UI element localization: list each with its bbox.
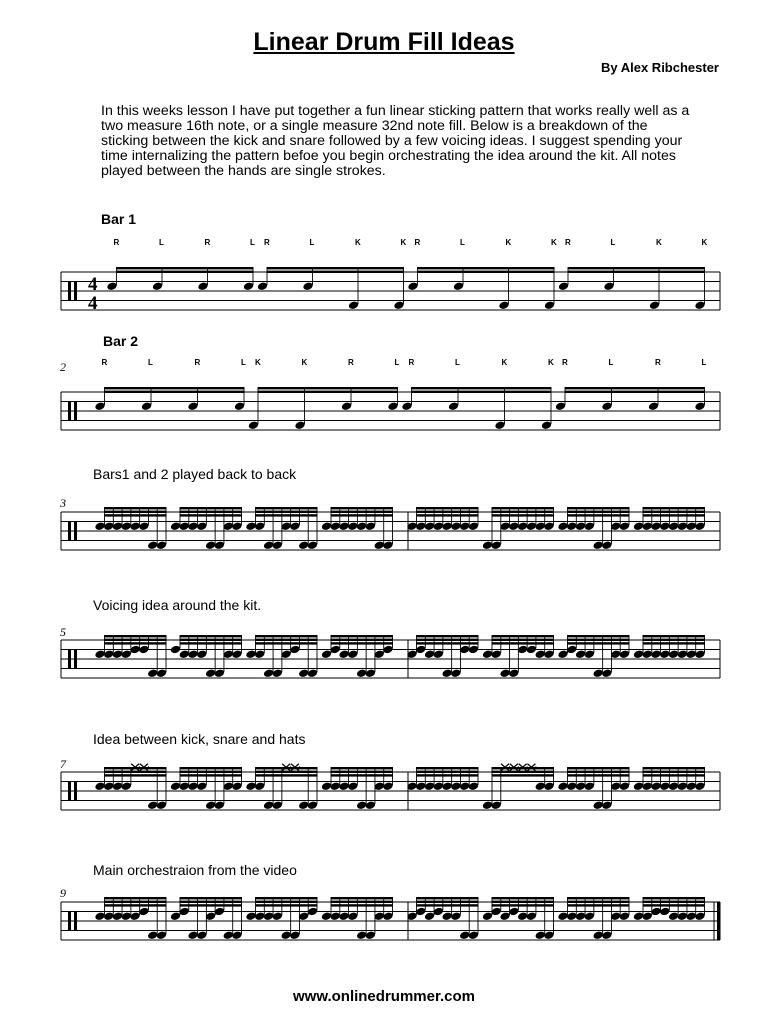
note-beam <box>258 387 398 389</box>
section-label: Main orchestraion from the video <box>93 862 297 878</box>
kick-note <box>205 800 216 810</box>
note-beam <box>643 639 705 641</box>
note-beam <box>492 774 554 776</box>
note-beam <box>105 774 167 776</box>
section-label: Bar 2 <box>103 333 139 349</box>
drum-staff <box>0 628 768 688</box>
snare-note <box>245 911 256 921</box>
snare-note <box>441 911 452 921</box>
note-beam <box>105 507 167 509</box>
snare-note <box>94 781 105 791</box>
snare-note <box>555 401 566 411</box>
drum-staff <box>0 356 768 426</box>
kick-note <box>298 800 309 810</box>
staff-system-hats <box>0 760 768 820</box>
snare-note <box>535 781 546 791</box>
section-label: Voicing idea around the kit. <box>93 597 262 613</box>
staff-system-bar-2 <box>0 356 768 426</box>
note-beam <box>417 507 479 509</box>
note-beam <box>180 507 242 509</box>
sticking-letter: L <box>309 238 315 247</box>
snare-note <box>94 649 105 659</box>
note-beam <box>492 904 554 906</box>
note-beam <box>256 514 318 516</box>
kick-note <box>147 930 158 940</box>
sticking-letter: L <box>159 238 164 247</box>
sticking-letter: K <box>551 238 557 247</box>
note-beam <box>418 267 555 269</box>
sticking-letter: R <box>264 238 270 247</box>
note-beam <box>418 271 555 273</box>
sticking-letter: K <box>656 238 662 247</box>
note-beam <box>643 514 705 516</box>
sticking-letter: K <box>501 358 508 367</box>
snare-note <box>245 649 256 659</box>
note-beam <box>568 771 630 773</box>
note-beam <box>256 767 318 769</box>
kick-note <box>494 420 505 430</box>
note-beam <box>417 901 479 903</box>
sticking-letter: L <box>241 358 246 367</box>
note-beam <box>180 635 242 637</box>
kick-note <box>248 420 259 430</box>
snare-note <box>557 521 568 531</box>
kick-note <box>147 668 158 678</box>
snare-note <box>243 281 254 291</box>
sticking-letter: L <box>394 358 400 367</box>
snare-note <box>141 401 152 411</box>
snare-note <box>338 649 349 659</box>
kick-note <box>393 300 404 310</box>
note-beam <box>105 635 167 637</box>
snare-note <box>633 649 644 659</box>
note-beam <box>568 897 630 899</box>
note-beam <box>492 901 554 903</box>
note-beam <box>568 642 630 644</box>
note-beam <box>105 897 167 899</box>
note-beam <box>180 897 242 899</box>
note-beam <box>643 507 705 509</box>
snare-note <box>424 649 435 659</box>
snare-note <box>668 911 679 921</box>
kick-note <box>280 930 291 940</box>
kick-note <box>498 300 509 310</box>
kick-note <box>592 930 603 940</box>
snare-note <box>257 281 268 291</box>
note-beam <box>417 642 479 644</box>
footer-website: www.onlinedrummer.com <box>293 988 475 1005</box>
note-beam <box>568 774 630 776</box>
note-beam <box>568 904 630 906</box>
measure-number: 3 <box>60 496 66 510</box>
kick-note <box>374 540 385 550</box>
note-beam <box>492 771 554 773</box>
kick-note <box>499 668 510 678</box>
snare-note <box>197 281 208 291</box>
sticking-letter: L <box>701 358 707 367</box>
kick-note <box>592 540 603 550</box>
note-beam <box>643 901 705 903</box>
sticking-letter: R <box>655 358 661 367</box>
note-beam <box>417 897 479 899</box>
section-label: Idea between kick, snare and hats <box>93 731 306 747</box>
note-beam <box>256 511 318 513</box>
kick-note <box>263 668 274 678</box>
note-beam <box>331 514 393 516</box>
snare-note <box>535 649 546 659</box>
note-beam <box>105 767 167 769</box>
snare-note <box>482 649 493 659</box>
note-beam <box>643 897 705 899</box>
snare-note <box>179 649 190 659</box>
drum-staff <box>0 500 768 560</box>
kick-note <box>356 930 367 940</box>
note-beam <box>417 774 479 776</box>
sticking-letter: K <box>255 358 261 367</box>
note-beam <box>256 774 318 776</box>
final-barline <box>717 902 721 940</box>
drum-staff <box>0 760 768 820</box>
snare-note <box>407 281 418 291</box>
note-beam <box>643 642 705 644</box>
note-beam <box>105 514 167 516</box>
measure-number: 2 <box>60 360 66 374</box>
kick-note <box>205 540 216 550</box>
note-beam <box>105 642 167 644</box>
note-beam <box>256 639 318 641</box>
note-beam <box>105 639 167 641</box>
intro-paragraph: In this weeks lesson I have put together a fun linear sticking pattern that works really well as a two measure 16th note, or a single measure 32nd note fill. Below is a breakdown of the sticking between the kick and snare followed by a few voicing ideas. I suggest spending your time internalizing the pattern befoe you begin orchestrating the idea around the kit. All notes played between the hands are single strokes. <box>101 103 690 179</box>
note-beam <box>568 511 630 513</box>
snare-note <box>387 401 398 411</box>
note-beam <box>568 635 630 637</box>
time-signature-top: 4 <box>88 274 98 295</box>
snare-note <box>321 911 332 921</box>
sticking-letter: R <box>565 238 571 247</box>
drum-staff <box>0 236 768 314</box>
note-beam <box>256 771 318 773</box>
note-beam <box>565 391 705 393</box>
note-beam <box>492 897 554 899</box>
snare-note <box>94 521 105 531</box>
note-beam <box>331 771 393 773</box>
snare-note <box>557 911 568 921</box>
note-beam <box>492 642 554 644</box>
note-beam <box>180 771 242 773</box>
note-beam <box>568 271 705 273</box>
note-beam <box>267 267 404 269</box>
snare-note <box>424 911 435 921</box>
note-beam <box>412 391 552 393</box>
kick-note <box>535 930 546 940</box>
kick-note <box>592 800 603 810</box>
note-beam <box>180 511 242 513</box>
author-credit: By Alex Ribchester <box>600 60 719 75</box>
note-beam <box>180 514 242 516</box>
snare-note <box>234 401 245 411</box>
kick-note <box>348 300 359 310</box>
sticking-letter: R <box>348 358 354 367</box>
note-beam <box>492 507 554 509</box>
sticking-letter: K <box>355 238 361 247</box>
note-beam <box>643 511 705 513</box>
snare-note <box>601 401 612 411</box>
sticking-letter: K <box>400 238 407 247</box>
page-title: Linear Drum Fill Ideas <box>253 28 515 56</box>
kick-note <box>649 300 660 310</box>
snare-note <box>401 401 412 411</box>
note-beam <box>256 507 318 509</box>
snare-note <box>603 281 614 291</box>
sticking-letter: L <box>250 238 255 247</box>
kick-note <box>459 930 470 940</box>
snare-note <box>245 521 256 531</box>
note-beam <box>331 635 393 637</box>
note-beam <box>180 901 242 903</box>
note-beam <box>180 767 242 769</box>
note-beam <box>568 767 630 769</box>
sticking-letter: L <box>608 358 614 367</box>
kick-note <box>298 668 309 678</box>
note-beam <box>568 267 705 269</box>
note-beam <box>331 767 393 769</box>
kick-note <box>592 668 603 678</box>
snare-note <box>482 911 493 921</box>
note-beam <box>331 901 393 903</box>
measure-number: 5 <box>60 625 66 639</box>
sticking-letter: K <box>701 238 708 247</box>
note-beam <box>105 904 167 906</box>
note-beam <box>180 639 242 641</box>
note-beam <box>105 511 167 513</box>
sticking-letter: K <box>301 358 308 367</box>
note-beam <box>256 642 318 644</box>
snare-note <box>499 911 510 921</box>
snare-note <box>633 781 644 791</box>
note-beam <box>417 514 479 516</box>
sticking-letter: K <box>505 238 512 247</box>
sticking-letter: L <box>460 238 465 247</box>
snare-note <box>321 649 332 659</box>
note-beam <box>105 771 167 773</box>
note-beam <box>331 507 393 509</box>
kick-note <box>263 800 274 810</box>
note-beam <box>417 635 479 637</box>
snare-note <box>694 401 705 411</box>
sticking-letter: R <box>101 358 108 367</box>
kick-note <box>541 420 552 430</box>
note-beam <box>492 635 554 637</box>
snare-note <box>170 781 181 791</box>
note-beam <box>568 901 630 903</box>
kick-note <box>356 800 367 810</box>
sticking-letter: R <box>204 238 211 247</box>
snare-note <box>517 911 528 921</box>
note-beam <box>417 904 479 906</box>
note-beam <box>258 391 398 393</box>
note-beam <box>417 767 479 769</box>
note-beam <box>643 904 705 906</box>
snare-note <box>302 281 313 291</box>
snare-note <box>170 521 181 531</box>
kick-note <box>147 540 158 550</box>
note-beam <box>267 271 404 273</box>
snare-note <box>152 281 163 291</box>
snare-note <box>94 401 105 411</box>
note-beam <box>568 514 630 516</box>
staff-system-bar-1 <box>0 236 768 314</box>
kick-note <box>482 800 493 810</box>
sticking-letter: R <box>194 358 201 367</box>
snare-note <box>321 521 332 531</box>
staff-system-back-to-back <box>0 500 768 560</box>
sticking-letter: R <box>414 238 421 247</box>
note-beam <box>492 767 554 769</box>
sticking-letter: L <box>455 358 460 367</box>
note-beam <box>180 904 242 906</box>
note-beam <box>568 507 630 509</box>
note-beam <box>256 635 318 637</box>
note-beam <box>256 901 318 903</box>
note-beam <box>643 635 705 637</box>
kick-note <box>187 930 198 940</box>
sticking-letter: R <box>113 238 120 247</box>
kick-note <box>544 300 555 310</box>
note-beam <box>412 387 552 389</box>
sticking-letter: R <box>562 358 568 367</box>
snare-note <box>633 521 644 531</box>
kick-note <box>694 300 705 310</box>
note-beam <box>180 774 242 776</box>
note-beam <box>256 904 318 906</box>
note-beam <box>331 511 393 513</box>
sticking-letter: L <box>610 238 616 247</box>
snare-note <box>575 649 586 659</box>
kick-note <box>147 800 158 810</box>
kick-note <box>263 540 274 550</box>
note-beam <box>331 639 393 641</box>
staff-system-main-orchestration <box>0 890 768 950</box>
snare-note <box>94 911 105 921</box>
snare-note <box>448 401 459 411</box>
snare-note <box>453 281 464 291</box>
note-beam <box>105 387 245 389</box>
note-beam <box>331 897 393 899</box>
note-beam <box>643 774 705 776</box>
snare-note <box>557 781 568 791</box>
note-beam <box>331 904 393 906</box>
note-beam <box>417 771 479 773</box>
kick-note <box>482 540 493 550</box>
sticking-letter: K <box>548 358 554 367</box>
note-beam <box>117 271 254 273</box>
note-beam <box>565 387 705 389</box>
note-beam <box>492 639 554 641</box>
section-label: Bars1 and 2 played back to back <box>93 466 297 482</box>
note-beam <box>643 771 705 773</box>
kick-note <box>356 668 367 678</box>
time-signature-bottom: 4 <box>88 293 98 314</box>
section-label: Bar 1 <box>101 211 137 227</box>
kick-note <box>441 668 452 678</box>
snare-note <box>170 911 181 921</box>
note-beam <box>643 767 705 769</box>
note-beam <box>256 897 318 899</box>
kick-note <box>223 930 234 940</box>
measure-number: 9 <box>60 886 66 900</box>
note-beam <box>417 511 479 513</box>
note-beam <box>105 901 167 903</box>
note-beam <box>180 642 242 644</box>
snare-note <box>633 911 644 921</box>
kick-note <box>205 668 216 678</box>
snare-note <box>321 781 332 791</box>
snare-note <box>341 401 352 411</box>
note-beam <box>117 267 254 269</box>
snare-note <box>558 281 569 291</box>
note-beam <box>331 642 393 644</box>
sticking-letter: R <box>408 358 415 367</box>
tom-note <box>170 645 181 655</box>
snare-note <box>106 281 117 291</box>
measure-number: 7 <box>60 757 66 771</box>
note-beam <box>105 391 245 393</box>
sticking-letter: L <box>148 358 153 367</box>
kick-note <box>294 420 305 430</box>
note-beam <box>331 774 393 776</box>
snare-note <box>648 401 659 411</box>
staff-system-voicing <box>0 628 768 688</box>
snare-note <box>187 401 198 411</box>
kick-note <box>298 540 309 550</box>
note-beam <box>492 514 554 516</box>
snare-note <box>557 649 568 659</box>
snare-note <box>245 781 256 791</box>
drum-staff <box>0 890 768 950</box>
note-beam <box>492 511 554 513</box>
note-beam <box>417 639 479 641</box>
note-beam <box>568 639 630 641</box>
